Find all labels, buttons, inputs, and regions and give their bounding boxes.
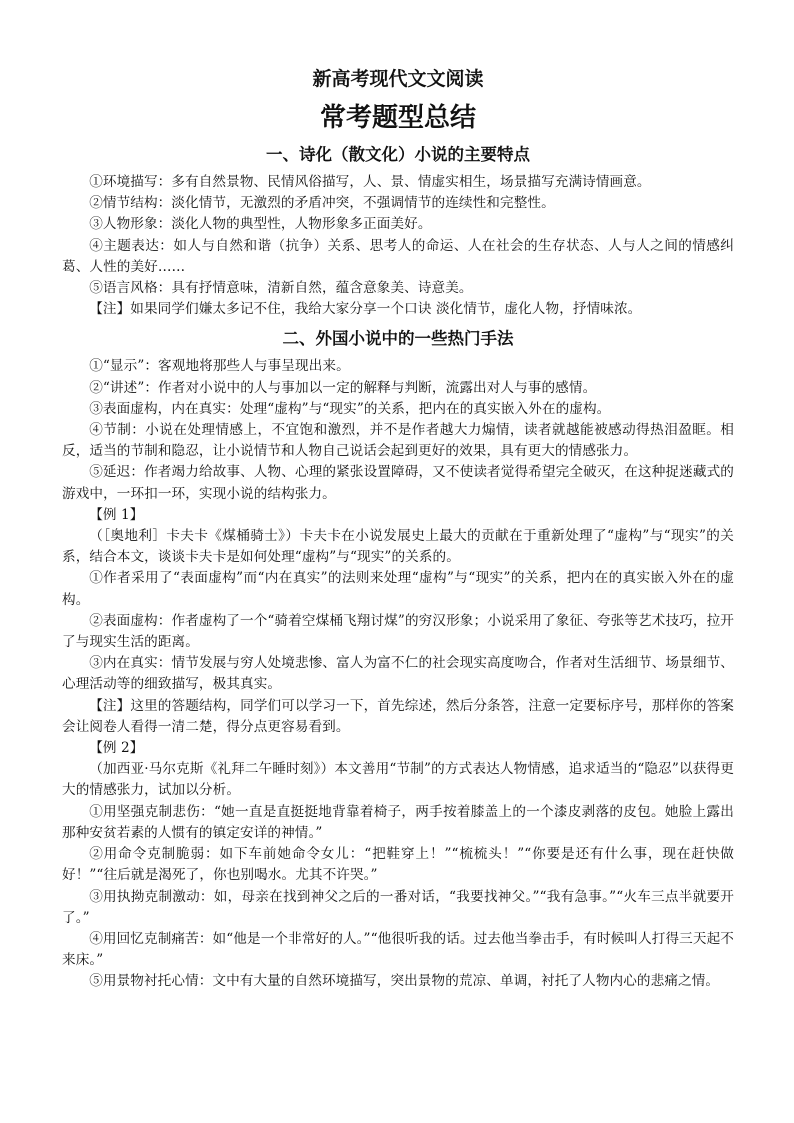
answer-paragraph: ④用回忆克制痛苦：如“他是一个非常好的人。”“他很听我的话。过去他当拳击手，有时候叫人打得三天起不来床。” bbox=[62, 930, 734, 969]
example-label: 【例 2】 bbox=[89, 740, 144, 757]
answer-paragraph: ③内在真实：情节发展与穷人处境悲惨、富人为富不仁的社会现实高度吻合，作者对生活细节、场景细节、心理活动等的细致描写，极其真实。 bbox=[62, 655, 734, 693]
example-label: 【例 1】 bbox=[89, 506, 144, 523]
section-heading: 一、诗化（散文化）小说的主要特点 bbox=[266, 145, 530, 164]
answer-paragraph: ③用执拗克制激动：如，母亲在找到神父之后的一番对话，“我要找神父。”“我有急事。”“火车三点半就要开了。” bbox=[62, 888, 734, 926]
paragraph: ④节制：小说在处理情感上，不宜饱和激烈，并不是作者越大力煽情，读者就越能被感动得热泪盈眶。相反，适当的节制和隐忍，让小说情节和人物自己说话会起到更好的效果，具有更大的情感张力。 bbox=[62, 422, 734, 460]
document-subtitle: 常考题型总结 bbox=[319, 103, 476, 133]
document-page bbox=[62, 66, 734, 993]
paragraph: ③表面虚构，内在真实：处理“虚构”与“现实”的关系，把内在的真实嵌入外在的虚构。 bbox=[89, 400, 611, 417]
example-question: （加西亚·马尔克斯《礼拜二午睡时刻》）本文善用“节制”的方式表达人物情感，追求适当的“隐忍”以获得更大的情感张力，试加以分析。 bbox=[62, 761, 734, 799]
answer-paragraph: ①作者采用了“表面虚构”而“内在真实”的法则来处理“虚构”与“现实”的关系，把内在的真实嵌入外在的虚构。 bbox=[62, 570, 734, 608]
paragraph: ②情节结构：淡化情节，无激烈的矛盾冲突，不强调情节的连续性和完整性。 bbox=[89, 195, 555, 212]
section-poetic-novel bbox=[62, 142, 734, 320]
document-title: 新高考现代文文阅读 bbox=[312, 68, 484, 90]
answer-paragraph: ⑤用景物衬托心情：文中有大量的自然环境描写，突出景物的荒凉、单调，衬托了人物内心的悲痛之情。 bbox=[89, 973, 720, 990]
section-heading: 二、外国小说中的一些热门手法 bbox=[282, 329, 514, 349]
paragraph: ⑤语言风格：具有抒情意味，清新自然，蕴含意象美、诗意美。 bbox=[89, 280, 473, 297]
paragraph: ②“讲述”：作者对小说中的人与事加以一定的解释与判断，流露出对人与事的感情。 bbox=[89, 379, 597, 396]
answer-paragraph: ②用命令克制脆弱：如下车前她命令女儿：“把鞋穿上！”“梳梳头！”“你要是还有什么事，现在赶快做好！”“往后就是渴死了，你也别喝水。尤其不许哭。” bbox=[62, 846, 734, 884]
example-question: （［奥地利］卡夫卡《煤桶骑士》）卡夫卡在小说发展史上最大的贡献在于重新处理了“虚构”与“现实”的关系，结合本文，谈谈卡夫卡是如何处理“虚构”与“现实”的关系的。 bbox=[62, 528, 734, 566]
paragraph: ③人物形象：淡化人物的典型性，人物形象多正面美好。 bbox=[89, 216, 432, 233]
answer-paragraph: ①用坚强克制悲伤：“她一直是直挺挺地背靠着椅子，两手按着膝盖上的一个漆皮剥落的皮包。她脸上露出那种安贫若素的人惯有的镇定安详的神情。” bbox=[62, 803, 734, 841]
paragraph: ①“显示”：客观地将那些人与事呈现出来。 bbox=[89, 358, 350, 375]
paragraph: ④主题表达：如人与自然和谐（抗争）关系、思考人的命运、人在社会的生存状态、人与人之间的情感纠葛、人性的美好…… bbox=[62, 237, 734, 275]
paragraph: ①环境描写：多有自然景物、民情风俗描写，人、景、情虚实相生，场景描写充满诗情画意。 bbox=[89, 174, 651, 190]
note-paragraph: 【注】这里的答题结构，同学们可以学习一下，首先综述，然后分条答，注意一定要标序号，那样你的答案会让阅卷人看得一清二楚，得分点更容易看到。 bbox=[62, 697, 734, 735]
section-foreign-novel-techniques bbox=[62, 326, 734, 992]
paragraph: ⑤延迟：作者竭力给故事、人物、心理的紧张设置障碍，又不使读者觉得希望完全破灭，在这种捉迷藏式的游戏中，一环扣一环，实现小说的结构张力。 bbox=[62, 464, 734, 502]
note-paragraph: 【注】如果同学们嫌太多记不住，我给大家分享一个口诀 淡化情节，虚化人物，抒情味浓。 bbox=[89, 301, 642, 318]
answer-paragraph: ②表面虚构：作者虚构了一个“骑着空煤桶飞翔讨煤”的穷汉形象；小说采用了象征、夸张等艺术技巧，拉开了与现实生活的距离。 bbox=[62, 612, 734, 651]
